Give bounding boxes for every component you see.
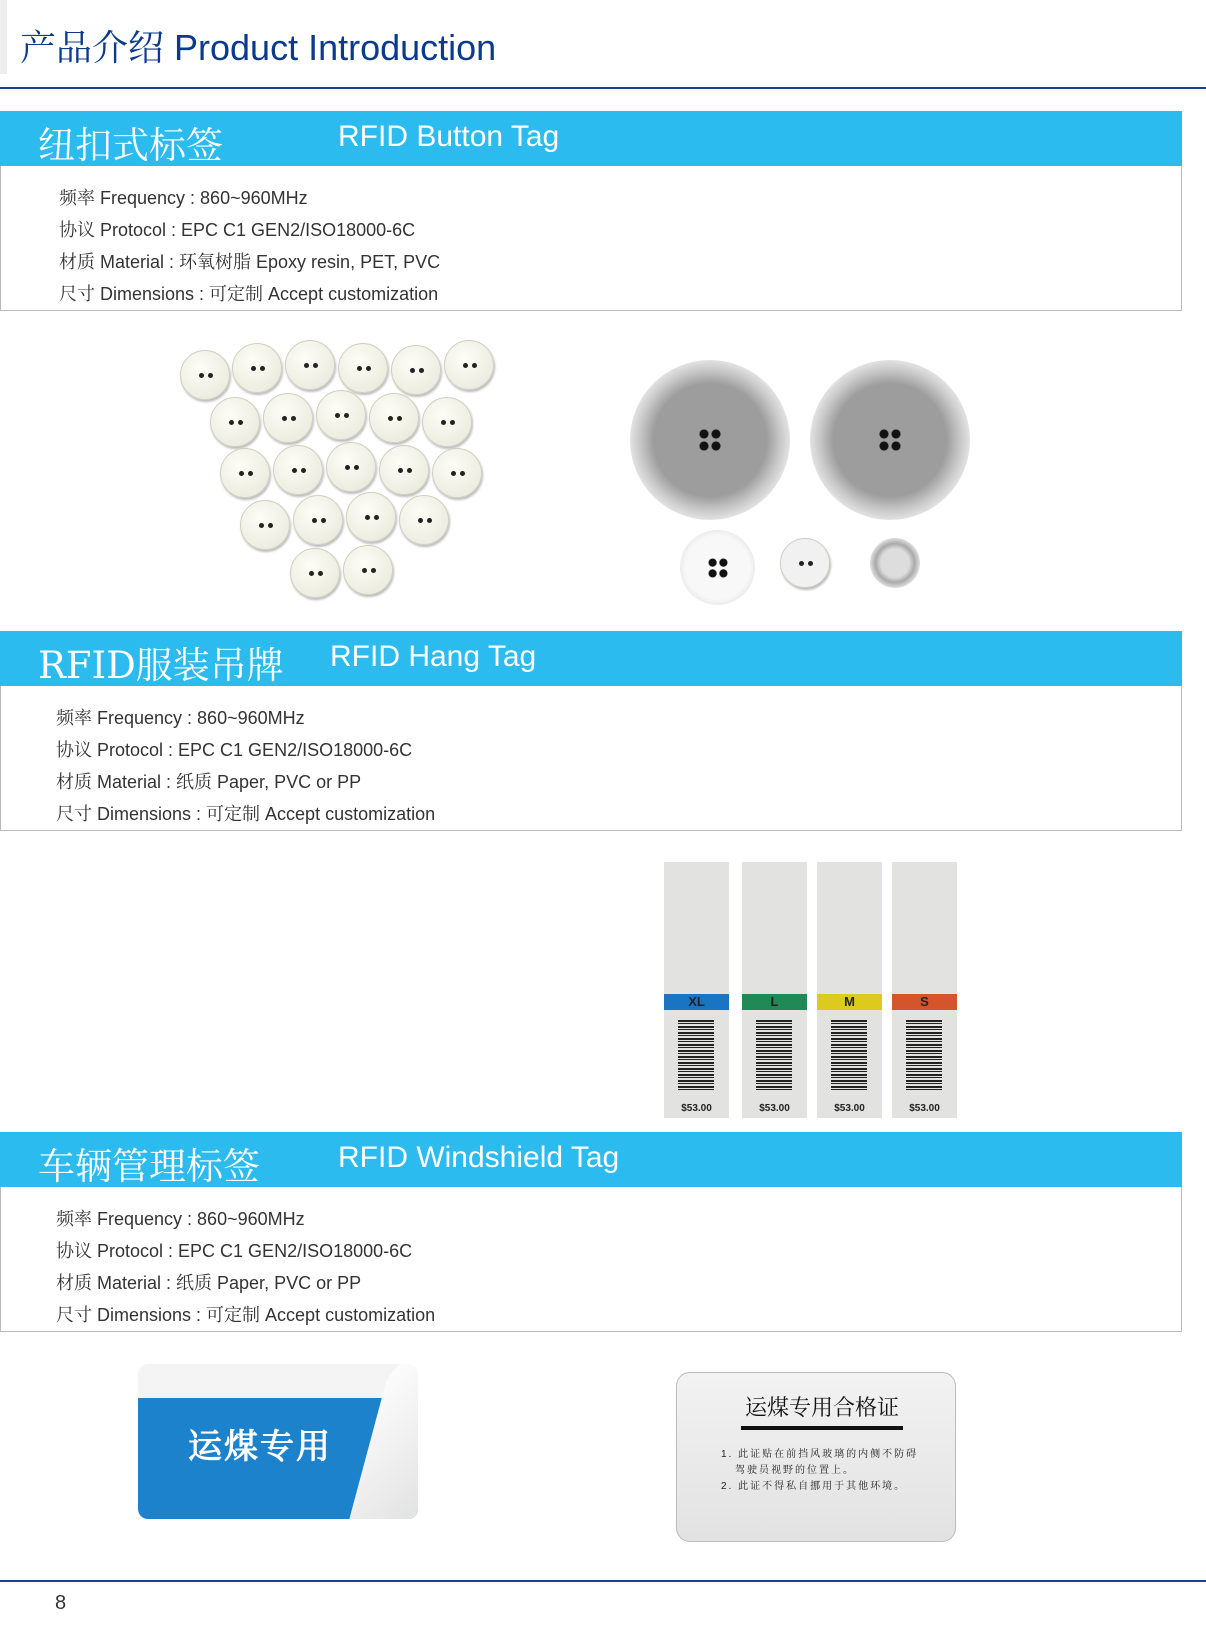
spec-protocol: 协议 Protocol : EPC C1 GEN2/ISO18000-6C [56, 1241, 413, 1261]
barcode [831, 1020, 867, 1092]
section-title-en: RFID Button Tag [338, 120, 560, 153]
price: $53.00 [909, 1103, 940, 1114]
peel-corner [343, 1364, 418, 1519]
spec-dimensions: 尺寸 Dimensions : 可定制 Accept customization [59, 284, 439, 304]
size-band: L [742, 994, 807, 1010]
section-title-cn: 纽扣式标签 [38, 124, 223, 167]
header-divider [0, 87, 1206, 89]
price: $53.00 [681, 1103, 712, 1114]
section-banner-windshield-tag [0, 1132, 1182, 1187]
section-title-en: RFID Windshield Tag [338, 1141, 620, 1174]
spec-dimensions: 尺寸 Dimensions : 可定制 Accept customization [56, 804, 436, 824]
title-accent [0, 0, 7, 74]
section-title-cn: 车辆管理标签 [38, 1145, 260, 1188]
size-band: XL [664, 994, 729, 1010]
spec-box-button-tag [0, 166, 1182, 311]
spec-dimensions: 尺寸 Dimensions : 可定制 Accept customization [56, 1305, 436, 1325]
page-title: 产品介绍 Product Introduction [20, 27, 497, 68]
barcode [906, 1020, 942, 1092]
card-title: 运煤专用合格证 [741, 1391, 903, 1430]
spec-frequency: 频率 Frequency : 860~960MHz [59, 188, 308, 208]
spec-protocol: 协议 Protocol : EPC C1 GEN2/ISO18000-6C [59, 220, 416, 240]
spec-material: 材质 Material : 纸质 Paper, PVC or PP [56, 772, 362, 792]
windshield-card-image [676, 1372, 956, 1542]
section-title-cn: RFID服装吊牌 [38, 644, 284, 687]
spec-frequency: 频率 Frequency : 860~960MHz [56, 1209, 305, 1229]
hang-tag [892, 862, 957, 1118]
price: $53.00 [834, 1103, 865, 1114]
spec-material: 材质 Material : 环氧树脂 Epoxy resin, PET, PVC [59, 252, 441, 272]
hang-tag [817, 862, 882, 1118]
spec-box-windshield-tag [0, 1187, 1182, 1332]
page-number: 8 [55, 1592, 67, 1614]
spec-box-hang-tag [0, 686, 1182, 831]
barcode [756, 1020, 792, 1092]
sticker-text: 运煤专用 [188, 1428, 332, 1466]
size-band: M [817, 994, 882, 1010]
card-line: 1. 此证贴在前挡风玻璃的内侧不防碍 [721, 1449, 919, 1460]
price: $53.00 [759, 1103, 790, 1114]
spec-material: 材质 Material : 纸质 Paper, PVC or PP [56, 1273, 362, 1293]
card-line: 2. 此证不得私自挪用于其他环境。 [721, 1481, 907, 1492]
large-button-tags-image [630, 355, 980, 605]
section-title-en: RFID Hang Tag [330, 640, 537, 673]
spec-frequency: 频率 Frequency : 860~960MHz [56, 708, 305, 728]
barcode [678, 1020, 714, 1092]
hang-tag [742, 862, 807, 1118]
spec-protocol: 协议 Protocol : EPC C1 GEN2/ISO18000-6C [56, 740, 413, 760]
hang-tag [664, 862, 729, 1118]
footer-divider [0, 1580, 1206, 1582]
windshield-sticker-image [138, 1364, 418, 1519]
section-banner-button-tag [0, 111, 1182, 166]
button-tags-image [170, 335, 510, 605]
card-line: 驾驶员视野的位置上。 [735, 1465, 855, 1476]
section-banner-hang-tag [0, 631, 1182, 686]
size-band: S [892, 994, 957, 1010]
